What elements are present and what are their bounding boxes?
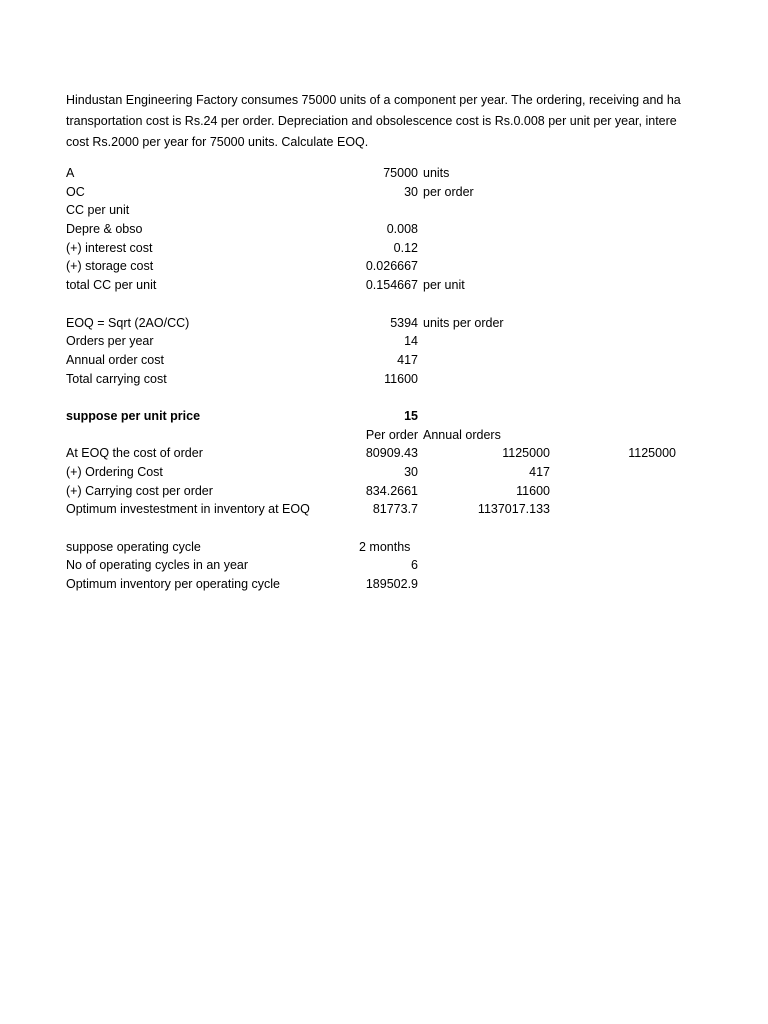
cell-per-order[interactable]: 80909.43 <box>365 446 418 461</box>
problem-statement <box>66 90 681 153</box>
row-operating-cycle <box>66 538 706 557</box>
cell-label[interactable]: (+) Carrying cost per order <box>66 483 213 498</box>
row-total-carrying-cost <box>66 370 706 389</box>
cell-label[interactable]: total CC per unit <box>66 278 157 293</box>
row-depre-obso <box>66 220 706 239</box>
row-optimum-investment <box>66 500 706 519</box>
cell-unit[interactable]: per unit <box>423 278 465 293</box>
cell-value[interactable]: 11600 <box>384 371 418 386</box>
cell-annual[interactable]: 11600 <box>516 483 550 498</box>
cell-annual[interactable]: 417 <box>529 465 550 479</box>
cell-label[interactable]: (+) storage cost <box>66 259 154 274</box>
blank-row <box>66 519 706 538</box>
cell-value[interactable]: 6 <box>411 558 418 573</box>
cell-label[interactable]: Annual order cost <box>66 352 164 367</box>
cell-value[interactable]: 2 months <box>359 539 411 554</box>
row-oc <box>66 183 706 202</box>
spreadsheet-area <box>66 164 706 594</box>
cell-label[interactable]: Orders per year <box>66 334 154 349</box>
row-storage-cost <box>66 257 706 276</box>
cell-value[interactable]: 5394 <box>390 315 418 330</box>
cell-per-order[interactable]: 30 <box>404 465 418 479</box>
cell-value[interactable]: 75000 <box>383 166 418 180</box>
header-per-order[interactable]: Per order <box>365 427 418 442</box>
cell-unit[interactable]: per order <box>423 184 474 199</box>
cell-value[interactable]: 0.12 <box>393 240 418 255</box>
cell-label[interactable]: Optimum inventory per operating cycle <box>66 577 280 592</box>
cell-value[interactable]: 417 <box>397 352 418 367</box>
row-table-headers <box>66 426 706 445</box>
cell-label[interactable]: EOQ = Sqrt (2AO/CC) <box>66 315 190 330</box>
problem-line-3: cost Rs.2000 per year for 75000 units. Calculate EOQ. <box>66 135 369 149</box>
row-annual-order-cost <box>66 351 706 370</box>
cell-label[interactable]: (+) Ordering Cost <box>66 465 163 479</box>
cell-per-order[interactable]: 81773.7 <box>372 502 418 517</box>
cell-extra[interactable]: 1125000 <box>628 446 676 461</box>
row-unit-price <box>66 407 706 426</box>
cell-annual[interactable]: 1125000 <box>502 446 550 461</box>
cell-label[interactable]: (+) interest cost <box>66 240 153 255</box>
cell-value[interactable]: 189502.9 <box>365 577 418 592</box>
row-carrying-cost-per-order <box>66 482 706 501</box>
cell-unit[interactable]: units <box>423 166 450 180</box>
cell-label[interactable]: OC <box>66 184 85 199</box>
cell-label[interactable]: Total carrying cost <box>66 371 167 386</box>
row-a <box>66 164 706 183</box>
cell-value[interactable]: 15 <box>404 408 418 423</box>
row-cycles-per-year <box>66 556 706 575</box>
row-cc-per-unit <box>66 201 706 220</box>
cell-label[interactable]: At EOQ the cost of order <box>66 446 203 461</box>
row-ordering-cost <box>66 463 706 482</box>
row-interest-cost <box>66 239 706 258</box>
cell-value[interactable]: 0.154667 <box>365 278 418 293</box>
blank-row <box>66 295 706 314</box>
row-total-cc <box>66 276 706 295</box>
cell-annual[interactable]: 1137017.133 <box>477 502 550 517</box>
problem-line-1: Hindustan Engineering Factory consumes 75000 units of a component per year. The ordering, receiving and ha <box>66 93 681 107</box>
cell-label[interactable]: suppose operating cycle <box>66 539 201 554</box>
row-inventory-per-cycle <box>66 575 706 594</box>
blank-row <box>66 388 706 407</box>
cell-label[interactable]: CC per unit <box>66 203 130 218</box>
cell-label[interactable]: Optimum investestment in inventory at EOQ <box>66 502 310 517</box>
cell-label[interactable]: suppose per unit price <box>66 408 201 423</box>
row-cost-of-order <box>66 444 706 463</box>
cell-value[interactable]: 30 <box>404 184 418 199</box>
cell-unit[interactable]: units per order <box>423 315 504 330</box>
cell-value[interactable]: 0.026667 <box>365 259 418 274</box>
cell-value[interactable]: 14 <box>404 334 418 349</box>
cell-per-order[interactable]: 834.2661 <box>365 483 418 498</box>
problem-line-2: transportation cost is Rs.24 per order. Depreciation and obsolescence cost is Rs.0.008 per unit per year, intere <box>66 114 677 128</box>
row-orders-per-year <box>66 332 706 351</box>
cell-value[interactable]: 0.008 <box>386 222 418 237</box>
header-annual-orders[interactable]: Annual orders <box>423 427 501 442</box>
cell-label[interactable]: Depre & obso <box>66 222 143 237</box>
cell-label[interactable]: A <box>66 166 75 180</box>
row-eoq <box>66 314 706 333</box>
cell-label[interactable]: No of operating cycles in an year <box>66 558 249 573</box>
